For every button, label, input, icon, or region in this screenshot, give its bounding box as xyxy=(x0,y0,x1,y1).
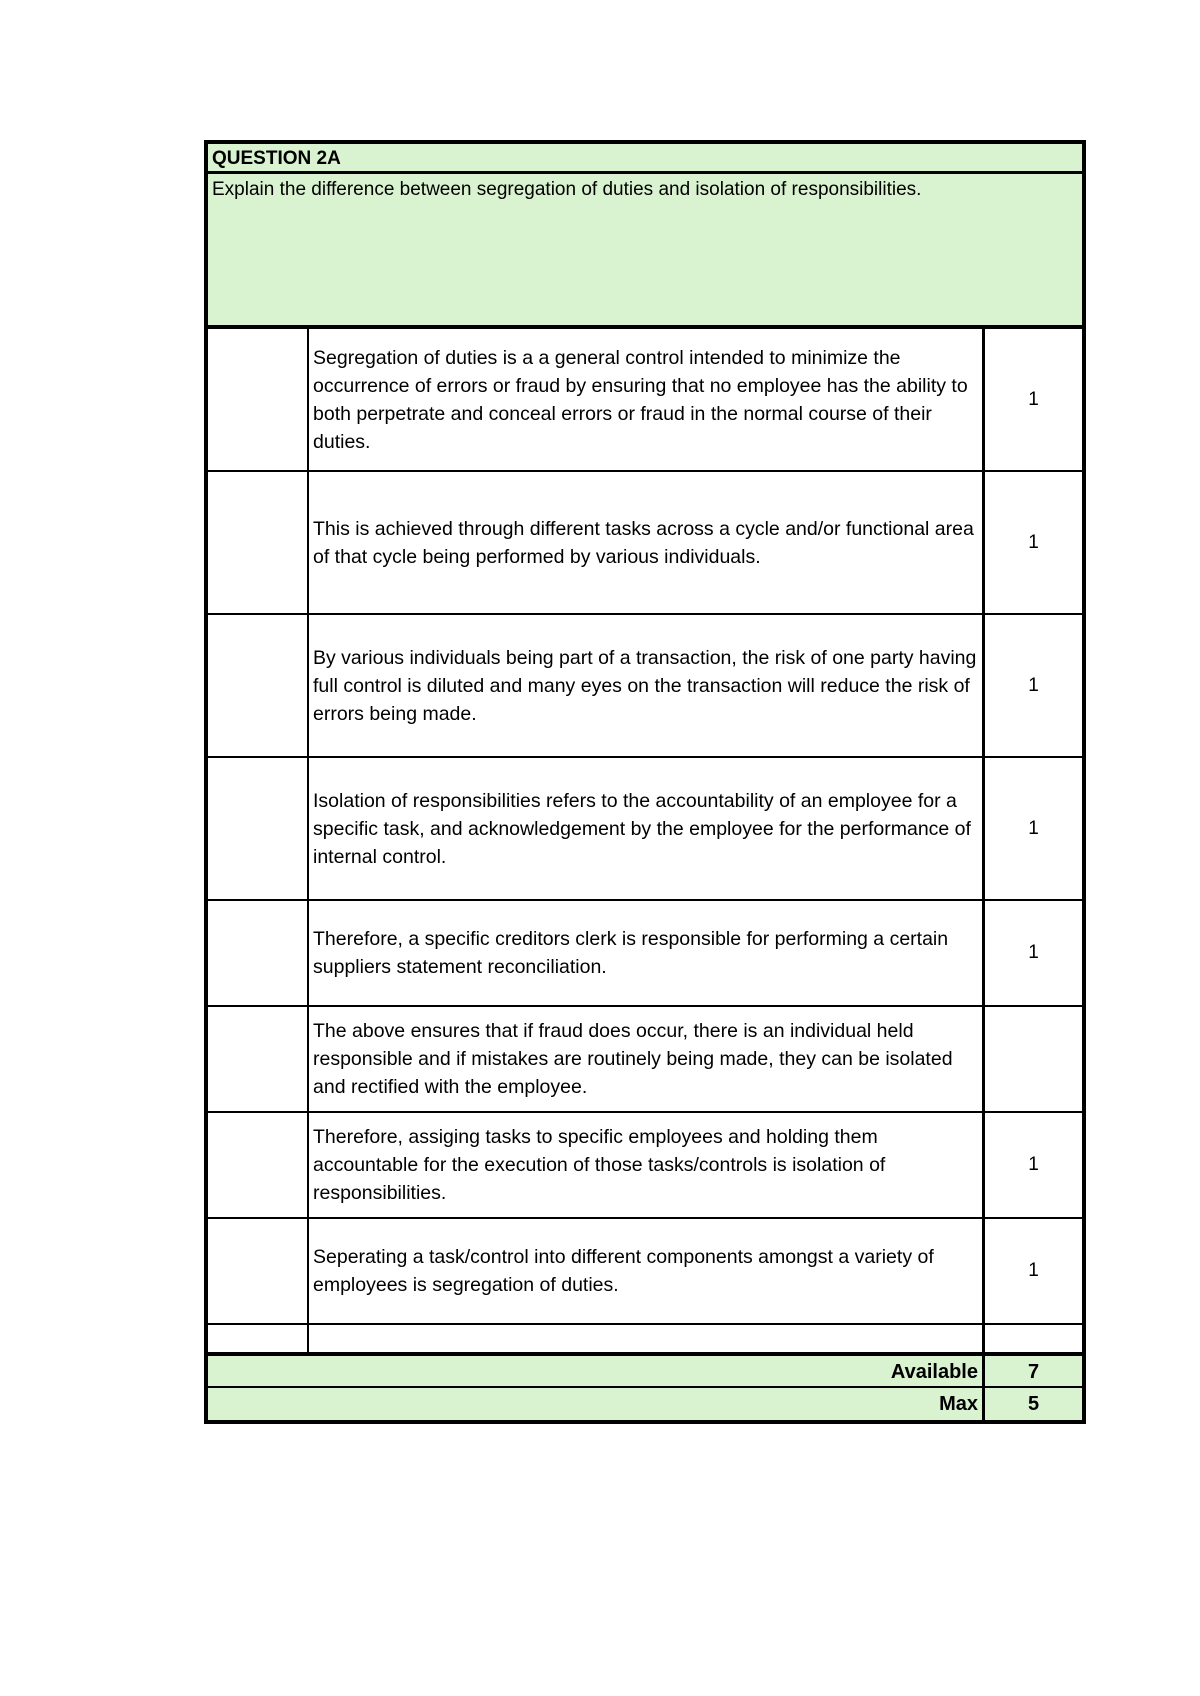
answer-row xyxy=(208,472,1082,615)
blank-cell xyxy=(985,1325,1082,1352)
answer-ref-cell xyxy=(208,472,309,613)
answer-row xyxy=(208,758,1082,901)
max-row xyxy=(208,1388,1082,1420)
question-prompt: Explain the difference between segregation of duties and isolation of responsibilities. xyxy=(208,174,1082,329)
answer-mark: 1 xyxy=(1028,531,1039,553)
answer-text: Isolation of responsibilities refers to the accountability of an employee for a specific task, and acknowledgement by the employee for the performance of internal control. xyxy=(309,758,985,899)
answer-ref-cell xyxy=(208,1007,309,1111)
answer-mark: 1 xyxy=(1028,942,1039,963)
answer-mark: 1 xyxy=(1028,1260,1039,1281)
answer-ref-cell xyxy=(208,901,309,1005)
answer-row xyxy=(208,1219,1082,1325)
answer-ref-cell xyxy=(208,1219,309,1323)
answer-ref-cell xyxy=(208,615,309,756)
answer-text: This is achieved through different tasks across a cycle and/or functional area of that cycle being performed by various individuals. xyxy=(309,472,985,613)
question-title: QUESTION 2A xyxy=(208,144,1082,174)
answer-row xyxy=(208,1113,1082,1219)
answer-ref-cell xyxy=(208,758,309,899)
answer-mark xyxy=(985,1007,1082,1111)
answer-mark: 1 xyxy=(1028,388,1039,410)
answer-ref-cell xyxy=(208,329,309,470)
blank-cell xyxy=(309,1325,985,1352)
available-value: 7 xyxy=(1027,1361,1040,1383)
answer-text: Therefore, a specific creditors clerk is responsible for performing a certain suppliers statement reconciliation. xyxy=(309,901,985,1005)
blank-row xyxy=(208,1325,1082,1356)
blank-cell xyxy=(208,1325,309,1352)
answer-text: Seperating a task/control into different components amongst a variety of employees is segregation of duties. xyxy=(309,1219,985,1323)
answer-text: Segregation of duties is a a general control intended to minimize the occurrence of errors or fraud by ensuring that no employee has the ability to both perpetrate and conceal errors or fraud in the normal course of their duties. xyxy=(309,329,985,470)
answer-row xyxy=(208,615,1082,758)
question-table xyxy=(204,140,1086,1424)
answer-row xyxy=(208,1007,1082,1113)
available-label: Available xyxy=(208,1356,985,1386)
available-row xyxy=(208,1356,1082,1388)
answer-mark: 1 xyxy=(1028,1154,1039,1175)
answer-mark: 1 xyxy=(1028,674,1039,696)
answer-text: Therefore, assiging tasks to specific employees and holding them accountable for the execution of those tasks/controls is isolation of responsibilities. xyxy=(309,1113,985,1217)
answer-mark: 1 xyxy=(1028,817,1039,839)
max-value: 5 xyxy=(1027,1393,1040,1415)
answer-row xyxy=(208,329,1082,472)
answer-ref-cell xyxy=(208,1113,309,1217)
answer-text: The above ensures that if fraud does occur, there is an individual held responsible and if mistakes are routinely being made, they can be isolated and rectified with the employee. xyxy=(309,1007,985,1111)
answer-text: By various individuals being part of a transaction, the risk of one party having full control is diluted and many eyes on the transaction will reduce the risk of errors being made. xyxy=(309,615,985,756)
answer-row xyxy=(208,901,1082,1007)
max-label: Max xyxy=(208,1388,985,1420)
